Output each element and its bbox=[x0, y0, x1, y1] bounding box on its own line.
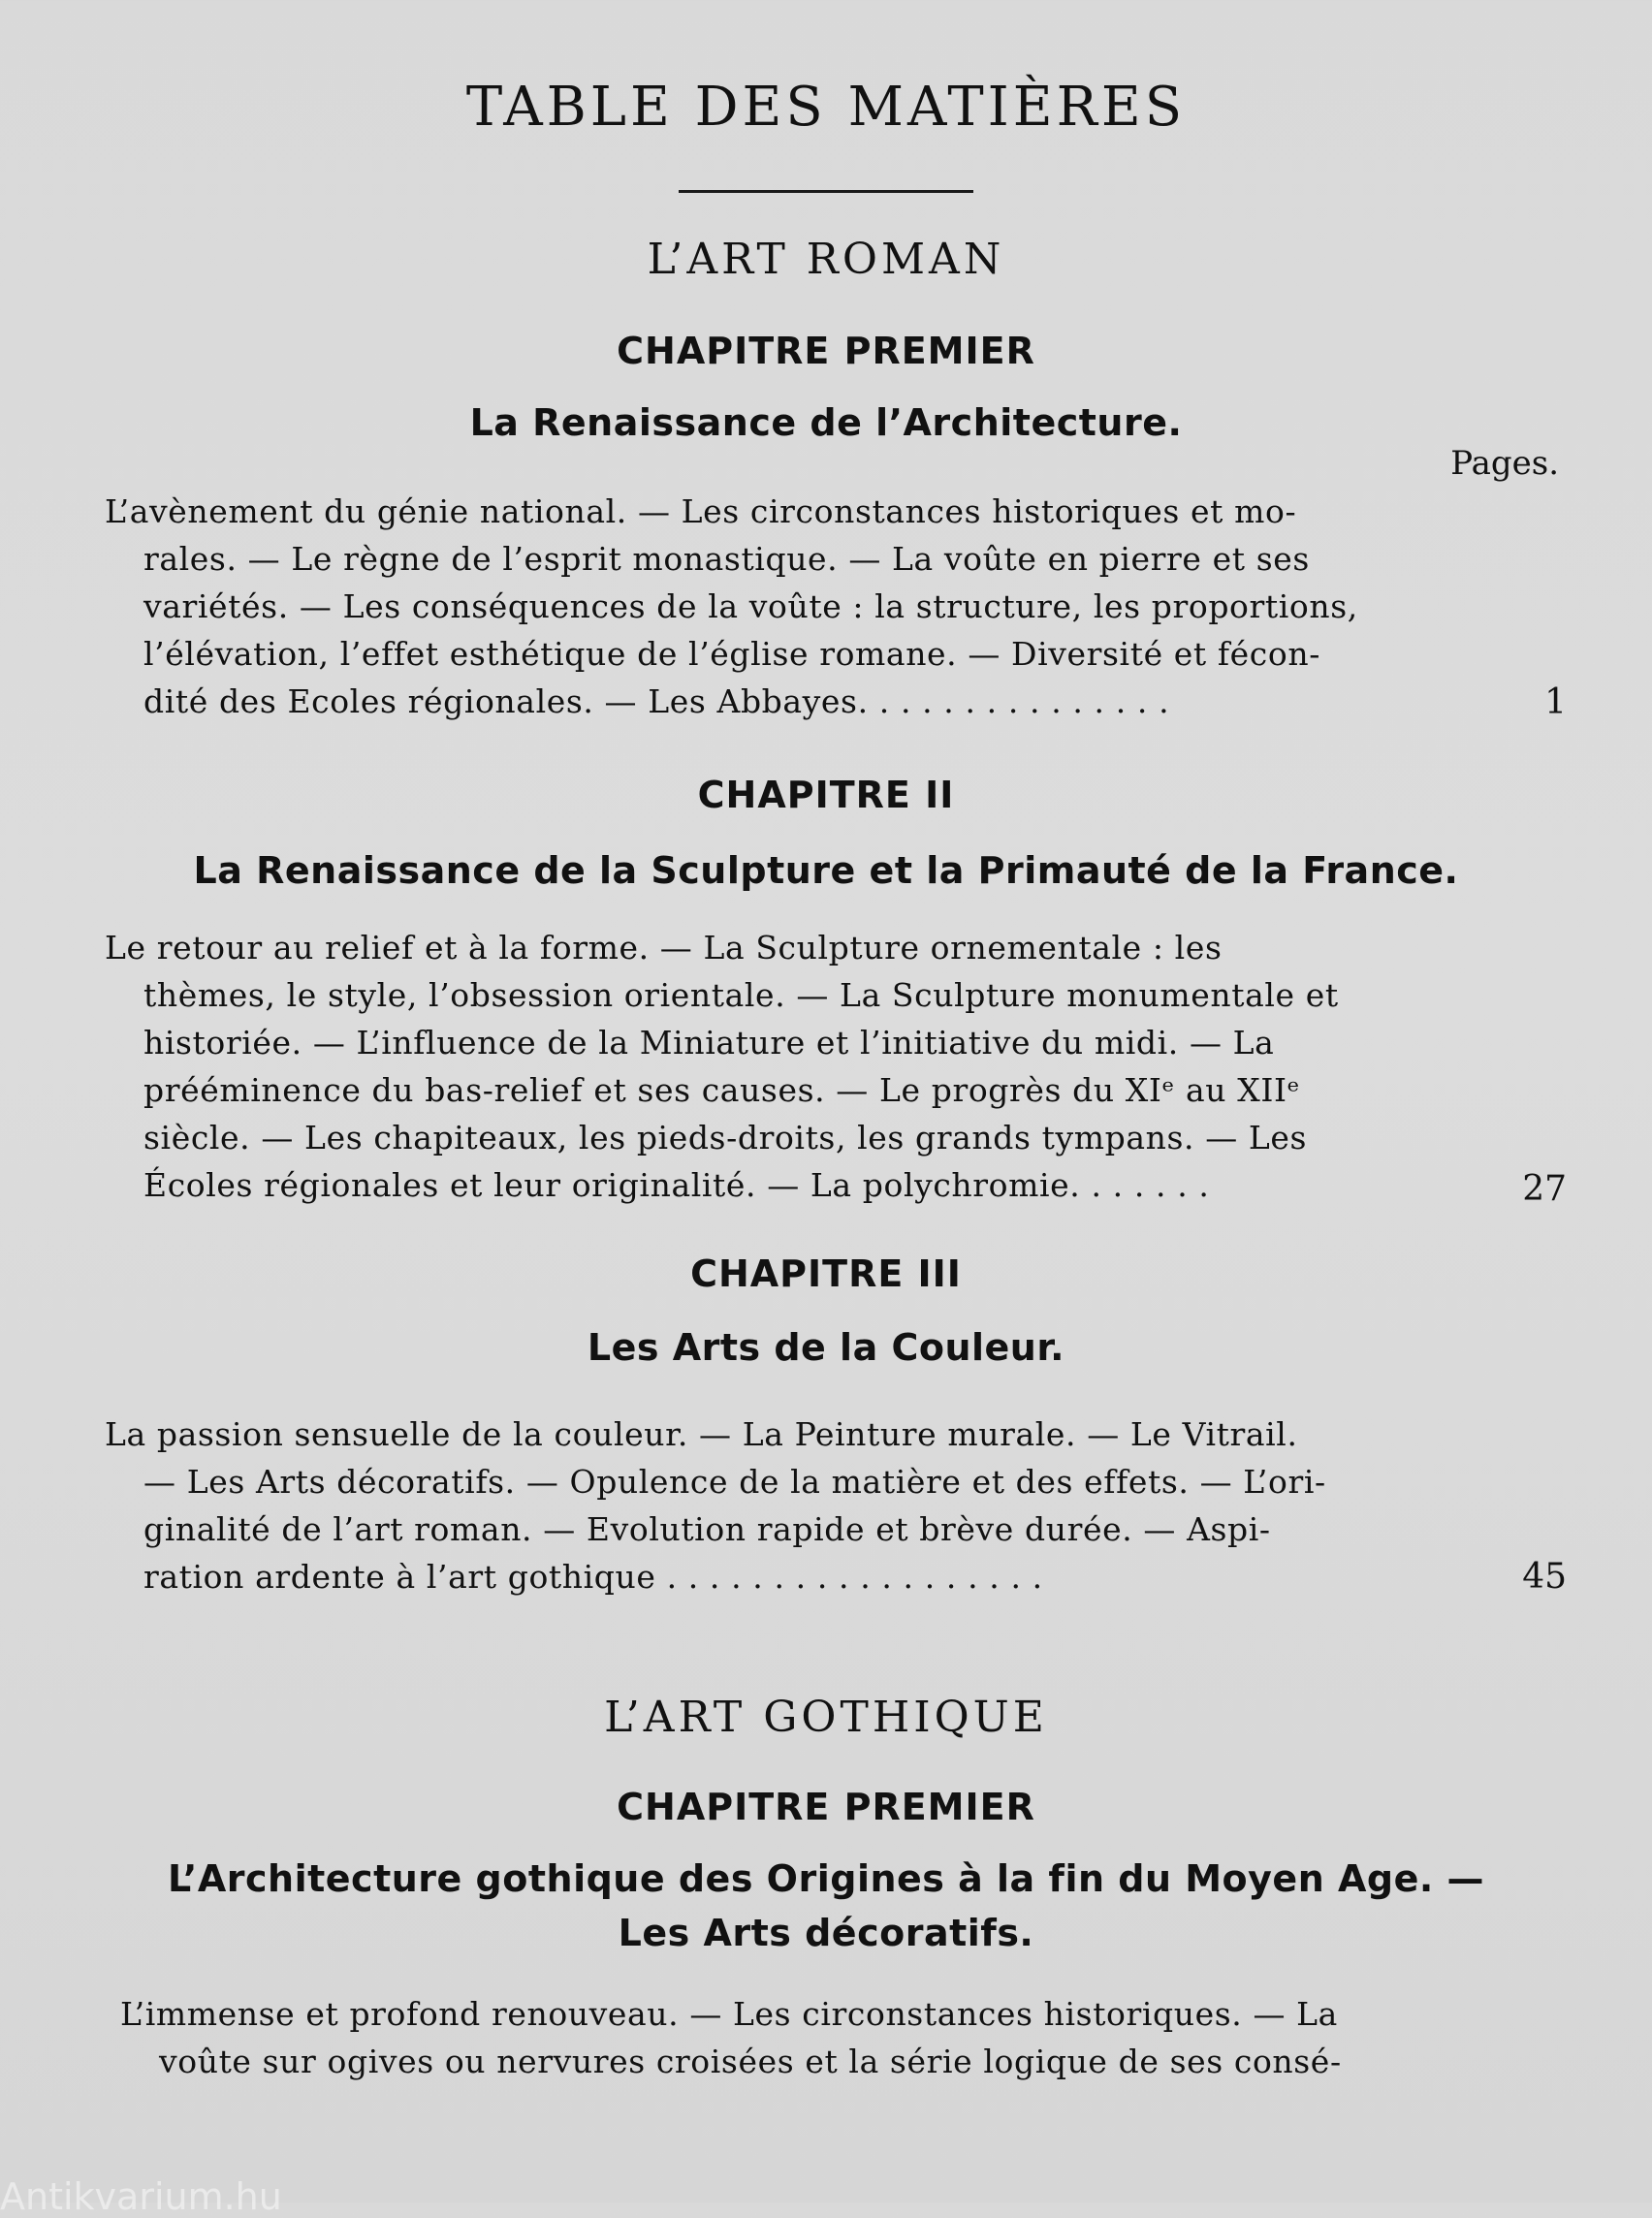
chapter-label: CHAPITRE PREMIER bbox=[617, 1786, 1035, 1828]
summary-line: ration ardente à l’art gothique . . . . . . . . . . . . . . . . . . bbox=[143, 1558, 1043, 1596]
summary-line: siècle. — Les chapiteaux, les pieds-droits, les grands tympans. — Les bbox=[143, 1119, 1308, 1157]
summary-line: voûte sur ogives ou nervures croisées et la série logique de ses consé- bbox=[159, 2043, 1342, 2080]
summary-line: — Les Arts décoratifs. — Opulence de la matière et des effets. — L’ori- bbox=[143, 1463, 1326, 1501]
chapter-label: CHAPITRE III bbox=[690, 1252, 962, 1295]
summary-line: dité des Ecoles régionales. — Les Abbayes. . . . . . . . . . . . . . . bbox=[143, 682, 1170, 720]
summary-line: L’immense et profond renouveau. — Les circonstances historiques. — La bbox=[120, 1995, 1338, 2033]
chapter-heading: La Renaissance de l’Architecture. bbox=[469, 401, 1183, 444]
summary-line: historiée. — L’influence de la Miniature et l’initiative du midi. — La bbox=[143, 1024, 1275, 1061]
summary-line: Écoles régionales et leur originalité. — La polychromie. . . . . . . bbox=[143, 1166, 1210, 1204]
chapter-heading: Les Arts décoratifs. bbox=[618, 1912, 1034, 1954]
pages-column-label: Pages. bbox=[1450, 444, 1559, 483]
summary-line: La passion sensuelle de la couleur. — La Peinture murale. — Le Vitrail. bbox=[105, 1415, 1298, 1453]
summary-line: rales. — Le règne de l’esprit monastique. — La voûte en pierre et ses bbox=[143, 540, 1310, 578]
summary-line: ginalité de l’art roman. — Evolution rapide et brève durée. — Aspi- bbox=[143, 1510, 1271, 1548]
page-number: 45 bbox=[1522, 1557, 1567, 1597]
chapter-heading: La Renaissance de la Sculpture et la Primauté de la France. bbox=[193, 849, 1459, 892]
summary-line: thèmes, le style, l’obsession orientale. — La Sculpture monumentale et bbox=[143, 976, 1339, 1014]
summary-line: Le retour au relief et à la forme. — La Sculpture ornementale : les bbox=[105, 929, 1223, 966]
page-number: 27 bbox=[1522, 1169, 1567, 1209]
chapter-label: CHAPITRE II bbox=[697, 774, 955, 816]
summary-line: l’élévation, l’effet esthétique de l’église romane. — Diversité et fécon- bbox=[143, 635, 1320, 673]
watermark: Antikvarium.hu bbox=[0, 2175, 282, 2218]
chapter-label: CHAPITRE PREMIER bbox=[617, 330, 1035, 372]
part-title-art-roman: L’ART ROMAN bbox=[647, 235, 1005, 284]
title-divider bbox=[679, 190, 973, 193]
page-title: TABLE DES MATIÈRES bbox=[465, 76, 1187, 139]
chapter-heading: L’Architecture gothique des Origines à la fin du Moyen Age. — bbox=[167, 1857, 1485, 1900]
summary-line: prééminence du bas-relief et ses causes. — Le progrès du XIᵉ au XIIᵉ bbox=[143, 1071, 1300, 1109]
summary-line: L’avènement du génie national. — Les circonstances historiques et mo- bbox=[105, 492, 1297, 530]
summary-line: variétés. — Les conséquences de la voûte : la structure, les proportions, bbox=[143, 587, 1358, 625]
page-number: 1 bbox=[1544, 682, 1567, 722]
part-title-art-gothique: L’ART GOTHIQUE bbox=[604, 1693, 1048, 1742]
chapter-heading: Les Arts de la Couleur. bbox=[587, 1326, 1065, 1369]
